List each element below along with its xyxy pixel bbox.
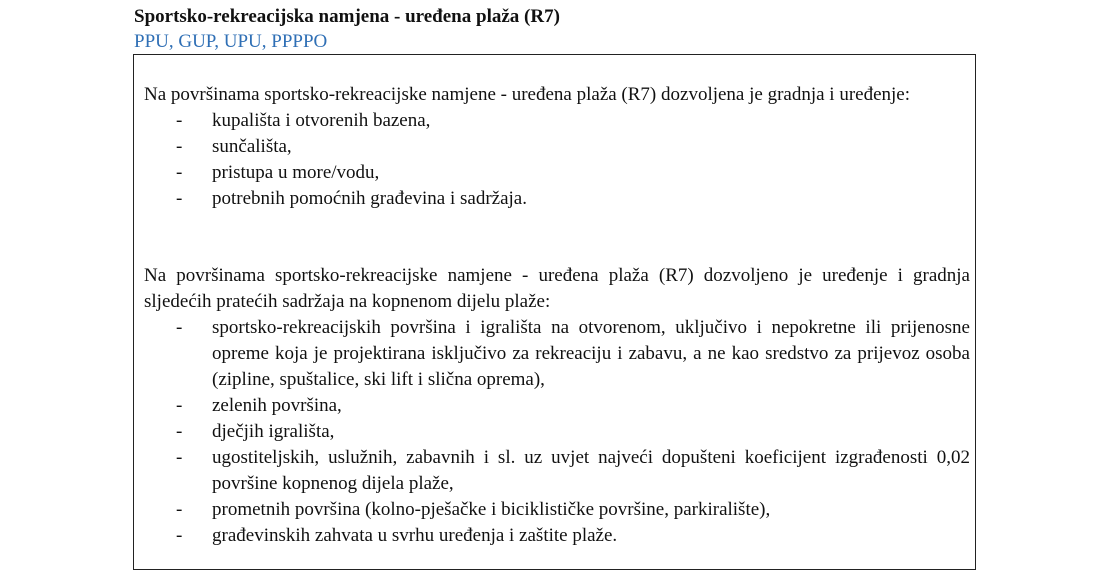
- allowed-items-list: [144, 108, 970, 212]
- list-item-text: sunčališta,: [212, 136, 292, 157]
- section-title: Sportsko-rekreacijska namjena - uređena plaža (R7): [134, 6, 560, 27]
- list-item: [144, 497, 970, 523]
- paragraph-construction-allowed: [144, 82, 970, 212]
- bullet-dash: -: [176, 188, 183, 209]
- bullet-dash: -: [176, 317, 183, 338]
- facilities-items-list: [144, 315, 970, 549]
- bullet-dash: -: [176, 110, 183, 131]
- list-item-text: kupališta i otvorenih bazena,: [212, 110, 431, 131]
- list-item-text: ugostiteljskih, uslužnih, zabavnih i sl. uz uvjet najveći dopušteni koeficijent izgrađenosti 0,02 površine kopnenog dijela plaže,: [212, 447, 970, 494]
- bullet-dash: -: [176, 499, 183, 520]
- list-item-text: potrebnih pomoćnih građevina i sadržaja.: [212, 188, 527, 209]
- bullet-dash: -: [176, 136, 183, 157]
- bullet-dash: -: [176, 421, 183, 442]
- regulation-text-box: [133, 54, 976, 570]
- list-item-text: zelenih površina,: [212, 395, 342, 416]
- list-item: [144, 134, 970, 160]
- bullet-dash: -: [176, 447, 183, 468]
- list-item: [144, 419, 970, 445]
- list-item: [144, 523, 970, 549]
- bullet-dash: -: [176, 525, 183, 546]
- paragraph-intro: Na površinama sportsko-rekreacijske namjene - uređena plaža (R7) dozvoljeno je uređenje i gradnja sljedećih pratećih sadržaja na kopnenom dijelu plaže:: [144, 265, 970, 312]
- list-item: [144, 393, 970, 419]
- list-item-text: pristupa u more/vodu,: [212, 162, 380, 183]
- plan-types-subtitle: PPU, GUP, UPU, PPPPO: [134, 31, 328, 52]
- paragraph-accompanying-facilities: [144, 263, 970, 549]
- list-item: [144, 160, 970, 186]
- list-item: [144, 108, 970, 134]
- list-item: [144, 315, 970, 393]
- bullet-dash: -: [176, 162, 183, 183]
- bullet-dash: -: [176, 395, 183, 416]
- list-item-text: građevinskih zahvata u svrhu uređenja i zaštite plaže.: [212, 525, 618, 546]
- list-item-text: dječjih igrališta,: [212, 421, 335, 442]
- list-item-text: prometnih površina (kolno-pješačke i biciklističke površine, parkiralište),: [212, 499, 771, 520]
- list-item: [144, 445, 970, 497]
- list-item-text: sportsko-rekreacijskih površina i igrališta na otvorenom, uključivo i nepokretne ili prijenosne opreme koja je projektirana isključivo za rekreaciju i zabavu, a ne kao sredstvo za prijevoz osoba (zipline, spuštalice, ski lift i slična oprema),: [212, 317, 970, 390]
- paragraph-intro: Na površinama sportsko-rekreacijske namjene - uređena plaža (R7) dozvoljena je gradnja i uređenje:: [144, 84, 911, 105]
- list-item: [144, 186, 970, 212]
